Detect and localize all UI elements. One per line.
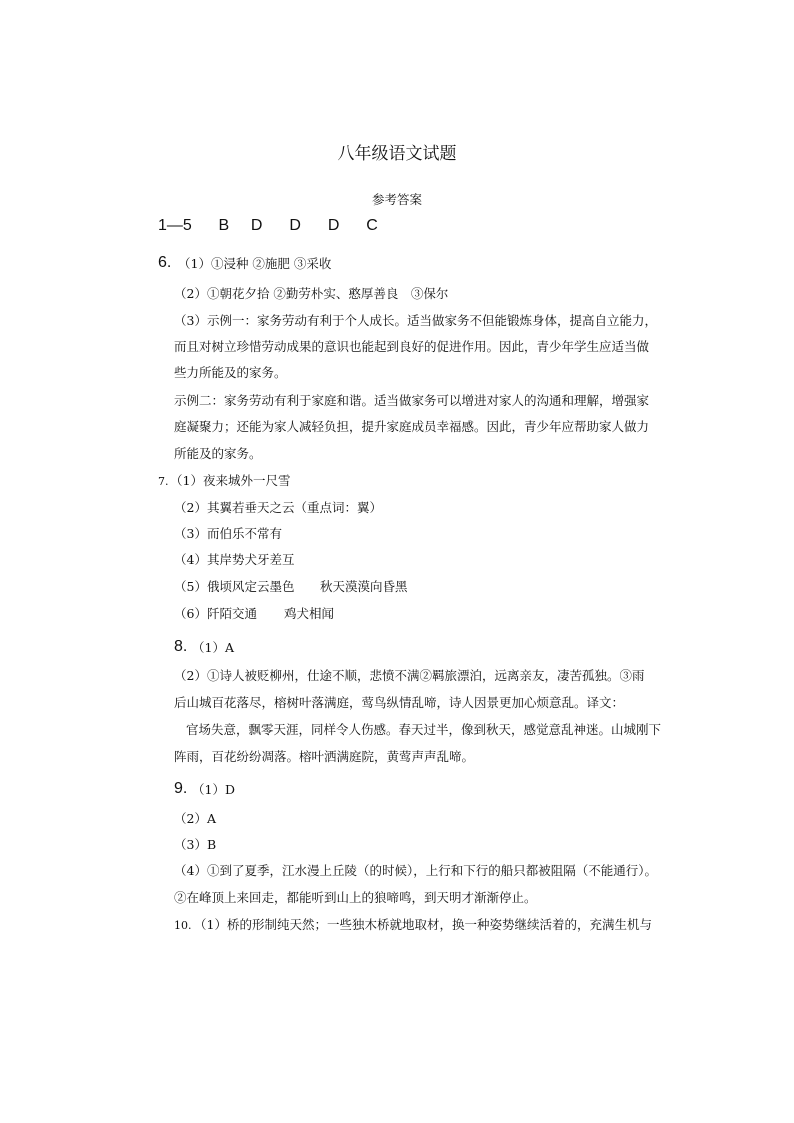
q8-line-3: 后山城百花落尽，榕树叶落满庭，莺鸟纵情乱啼，诗人因景更加心烦意乱。译文： [174,695,625,710]
q8-line-5: 阵雨，百花纷纷凋落。榕叶洒满庭院，黄莺声声乱啼。 [174,749,475,764]
q1-5-answer-4: D [327,217,340,234]
q10-line-1: （1）桥的形制纯天然；一些独木桥就地取材，换一种姿势继续活着的，充满生机与 [194,917,652,932]
q8-line-1: （1）A [192,640,234,655]
q1-5-answer-5: C [366,217,378,234]
q8-number: 8. [174,638,188,655]
q1-5-answer-3: D [289,217,301,234]
q7-line-2: （2）其翼若垂天之云（重点词：翼） [174,500,382,515]
q6-line-6: 示例二：家务劳动有利于家庭和谐。适当做家务可以增进对家人的沟通和理解，增强家 [174,393,650,408]
q9-line-2: （2）A [174,811,216,826]
q9-number: 9. [174,780,188,797]
q7-line-5a: （5）俄顷风定云墨色 [174,579,295,594]
q6-line-1: （1）①浸种 ②施肥 ③采收 [178,256,332,271]
q7-line-3: （3）而伯乐不常有 [174,526,282,541]
q6-line-3: （3）示例一：家务劳动有利于个人成长。适当做家务不但能锻炼身体，提高自立能力， [174,313,657,328]
q7-line-5b: 秋天漠漠向昏黑 [320,579,408,594]
q8-line-4: 官场失意，飘零天涯，同样令人伤感。春天过半，像到秋天，感觉意乱神迷。山城刚下 [186,722,662,737]
q8-line-2: （2）①诗人被贬柳州，仕途不顺，悲愤不满②羁旅漂泊，远离亲友，凄苦孤独。③雨 [174,668,645,683]
q1-5-label: 1—5 [158,217,192,234]
q7-line-6a: （6）阡陌交通 [174,606,257,621]
q1-5-answer-2: D [250,217,263,234]
q6-line-7: 庭凝聚力；还能为家人减轻负担，提升家庭成员幸福感。因此，青少年应帮助家人做力 [174,419,650,434]
page-subtitle: 参考答案 [371,192,422,207]
q9-line-3: （3）B [174,837,217,852]
q7-line-6b: 鸡犬相闻 [284,606,335,621]
q7-line-4: （4）其岸势犬牙差互 [174,552,295,567]
q7-line-1: （1）夜来城外一尺雪 [170,473,291,488]
page-title: 八年级语文试题 [337,144,457,164]
q9-line-4: （4）①到了夏季，江水漫上丘陵（的时候），上行和下行的船只都被阻隔（不能通行）。 [174,863,657,878]
q7-number: 7. [158,475,169,488]
q6-line-2: （2）①朝花夕拾 ②勤劳朴实、憨厚善良 ③保尔 [174,286,449,301]
q6-line-8: 所能及的家务。 [174,446,262,461]
q6-line-5: 些力所能及的家务。 [174,365,287,380]
q1-5-answer-1: B [218,217,230,234]
q1-5-row [158,218,378,234]
q6-number: 6. [158,254,172,271]
q9-line-5: ②在峰顶上来回走，都能听到山上的狼啼鸣，到天明才渐渐停止。 [174,890,537,905]
q10-number: 10. [174,919,192,932]
q6-line-4: 而且对树立珍惜劳动成果的意识也能起到良好的促进作用。因此，青少年学生应适当做 [174,339,650,354]
q9-line-1: （1）D [192,782,235,797]
